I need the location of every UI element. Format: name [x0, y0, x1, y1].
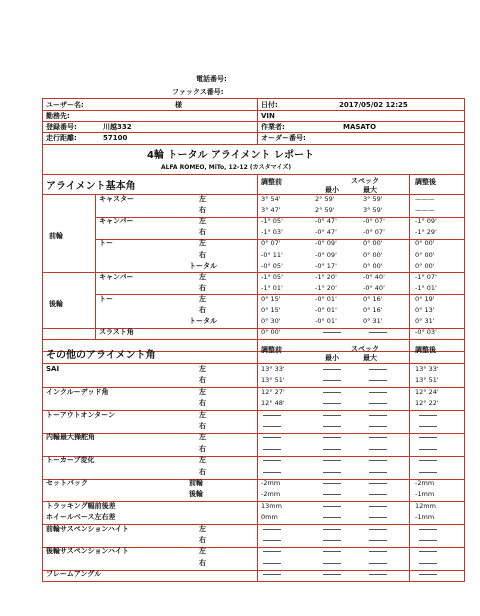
- basic-before: -1° 01': [261, 283, 283, 292]
- basic-side: トータル: [189, 317, 217, 326]
- empty-value-dash: [419, 563, 437, 564]
- empty-value-dash: [323, 426, 341, 427]
- rear-label: 後輪: [49, 300, 63, 308]
- basic-before: -0° 11': [261, 250, 283, 259]
- empty-value-dash: [263, 540, 281, 541]
- front-label: 前輪: [49, 232, 63, 240]
- basic-before: 0° 30': [261, 317, 281, 326]
- other-side: 右: [199, 376, 206, 385]
- other-item: トーアウトオンターン: [46, 410, 116, 419]
- other-item: ホイールベース左右差: [46, 513, 116, 522]
- other-item: SAI: [46, 365, 60, 373]
- row-divider: [43, 479, 464, 480]
- basic-before: 0° 07': [261, 239, 281, 248]
- empty-value-dash: [369, 563, 387, 564]
- basic-after: 0° 00': [415, 239, 435, 248]
- basic-before: 0° 15': [261, 294, 281, 303]
- report-subtitle: ALFA ROMEO, MiTo, 12-12 (カスタマイズ): [161, 164, 292, 171]
- phone-line: [196, 74, 227, 84]
- empty-value-dash: [369, 574, 387, 575]
- empty-value-dash: [323, 380, 341, 381]
- basic-min: 2° 59': [315, 195, 335, 203]
- empty-value-dash: [323, 332, 341, 333]
- basic-after: -1° 09': [415, 217, 437, 226]
- basic-min: -0° 01': [315, 306, 337, 314]
- other-item: 内輪最大操舵角: [46, 433, 95, 442]
- empty-value-dash: [369, 506, 387, 507]
- basic-min: -0° 47': [315, 228, 337, 237]
- other-side: 左: [199, 387, 206, 396]
- basic-side: 左: [199, 239, 206, 248]
- other-before: 13° 51': [261, 376, 285, 385]
- fax-line: [172, 87, 224, 97]
- empty-value-dash: [263, 472, 281, 473]
- empty-value-dash: [263, 551, 281, 552]
- empty-value-dash: [263, 529, 281, 530]
- empty-value-dash: [323, 415, 341, 416]
- basic-max: 0° 16': [363, 294, 383, 303]
- other-after: -2mm: [415, 479, 435, 487]
- basic-max: 3° 59': [363, 206, 383, 215]
- other-after: -1mm: [415, 490, 435, 499]
- office-label: 勤務先:: [46, 112, 70, 120]
- mileage-label: 走行距離:: [46, 134, 77, 142]
- other-item: インクルーデッド角: [46, 387, 109, 396]
- empty-value-dash: [323, 460, 341, 461]
- vin-label: VIN: [261, 112, 275, 120]
- row-divider: [43, 456, 464, 457]
- empty-value-dash: [369, 449, 387, 450]
- basic-after: 0° 00': [415, 261, 435, 270]
- other-side: 左: [199, 365, 206, 373]
- basic-min: -1° 20': [315, 272, 337, 281]
- other-side: 左: [199, 524, 206, 533]
- empty-value-dash: [419, 574, 437, 575]
- other-side: 後輪: [189, 490, 203, 499]
- row-divider: [43, 433, 464, 434]
- phone-label: 電話番号:: [196, 75, 227, 83]
- basic-max: -0° 40': [363, 283, 385, 292]
- basic-col-max: 最大: [363, 186, 377, 194]
- alignment-report-sheet: [42, 98, 465, 582]
- empty-value-dash: [369, 540, 387, 541]
- other-item: トラッキング幅前後差: [46, 501, 116, 510]
- empty-value-dash: [369, 529, 387, 530]
- other-after: 13° 51': [415, 376, 439, 385]
- other-side: 右: [199, 536, 206, 544]
- other-before: 12° 48': [261, 399, 285, 408]
- empty-value-dash: [419, 540, 437, 541]
- basic-item: キャスター: [99, 195, 134, 203]
- other-col-min: 最小: [325, 354, 339, 362]
- basic-side: 左: [199, 294, 206, 303]
- fax-label: ファックス番号:: [172, 88, 224, 96]
- basic-side: 右: [199, 250, 206, 259]
- basic-col-spec: スペック: [351, 177, 379, 185]
- operator-label: 作業者:: [261, 123, 285, 131]
- other-col-max: 最大: [363, 354, 377, 362]
- empty-value-dash: [323, 563, 341, 564]
- basic-side: 右: [199, 306, 206, 314]
- user-label: ユーザー名:: [46, 101, 84, 109]
- report-title: 4輪 トータル アライメント レポート: [147, 150, 315, 161]
- other-side: 右: [199, 444, 206, 453]
- empty-value-dash: [323, 392, 341, 393]
- empty-value-dash: [323, 437, 341, 438]
- other-before: 12° 27': [261, 387, 285, 396]
- basic-after: -0° 03': [415, 328, 437, 337]
- basic-after: ———: [415, 195, 435, 203]
- empty-value-dash: [263, 426, 281, 427]
- empty-value-dash: [323, 506, 341, 507]
- other-side: 左: [199, 410, 206, 419]
- basic-before: -1° 05': [261, 272, 283, 281]
- empty-value-dash: [369, 403, 387, 404]
- other-side: 左: [199, 433, 206, 442]
- basic-before: 0° 00': [261, 328, 281, 337]
- basic-before: -1° 05': [261, 217, 283, 226]
- basic-after: 0° 00': [415, 250, 435, 259]
- other-after: 13° 33': [415, 365, 439, 373]
- other-col-before: 調整前: [261, 346, 282, 354]
- basic-max: 0° 00': [363, 261, 383, 270]
- empty-value-dash: [369, 494, 387, 495]
- empty-value-dash: [323, 449, 341, 450]
- row-divider: [43, 339, 464, 340]
- basic-min: -0° 47': [315, 217, 337, 226]
- basic-min: -0° 09': [315, 239, 337, 248]
- other-after: -1mm: [415, 513, 435, 522]
- basic-side: 右: [199, 283, 206, 292]
- empty-value-dash: [323, 369, 341, 370]
- other-before: -2mm: [261, 490, 281, 499]
- date-label: 日付:: [261, 101, 278, 109]
- basic-before: 0° 15': [261, 306, 281, 314]
- row-divider: [43, 272, 95, 273]
- basic-after: -1° 07': [415, 272, 437, 281]
- other-side: 右: [199, 558, 206, 567]
- empty-value-dash: [419, 415, 437, 416]
- mileage-value: 57100: [103, 134, 128, 142]
- basic-after: 0° 13': [415, 306, 435, 314]
- other-col-spec: スペック: [351, 345, 379, 353]
- basic-side: 左: [199, 217, 206, 226]
- empty-value-dash: [419, 437, 437, 438]
- basic-side: 右: [199, 228, 206, 237]
- empty-value-dash: [323, 472, 341, 473]
- other-before: 13mm: [261, 501, 282, 510]
- basic-after: -1° 01': [415, 283, 437, 292]
- other-item: セットバック: [46, 479, 88, 487]
- basic-after: 0° 31': [415, 317, 435, 326]
- other-after: 12° 22': [415, 399, 439, 408]
- basic-max: 0° 16': [363, 306, 383, 314]
- basic-item: トー: [99, 239, 113, 248]
- basic-after: ———: [415, 206, 435, 215]
- empty-value-dash: [323, 403, 341, 404]
- reg-value: 川越332: [103, 123, 132, 131]
- reg-label: 登録番号:: [46, 123, 77, 131]
- basic-min: -0° 09': [315, 250, 337, 259]
- basic-max: -0° 07': [363, 228, 385, 237]
- empty-value-dash: [323, 483, 341, 484]
- order-label: オーダー番号:: [261, 134, 306, 142]
- basic-min: -1° 20': [315, 283, 337, 292]
- empty-value-dash: [323, 540, 341, 541]
- basic-max: -0° 40': [363, 272, 385, 281]
- other-item: フレームアングル: [46, 570, 102, 579]
- empty-value-dash: [419, 472, 437, 473]
- basic-max: 0° 00': [363, 250, 383, 259]
- basic-item: スラスト角: [99, 328, 134, 337]
- other-item: 前輪サスペンションハイト: [46, 524, 129, 533]
- empty-value-dash: [263, 460, 281, 461]
- basic-max: 0° 00': [363, 239, 383, 248]
- basic-min: -0° 01': [315, 317, 337, 326]
- other-item: 後輪サスペンションハイト: [46, 547, 129, 556]
- empty-value-dash: [263, 563, 281, 564]
- other-after: 12mm: [415, 501, 436, 510]
- other-heading: その他のアライメント角: [46, 350, 156, 361]
- basic-before: 3° 47': [261, 206, 281, 215]
- other-side: 右: [199, 399, 206, 408]
- basic-side: トータル: [189, 261, 217, 270]
- empty-value-dash: [263, 437, 281, 438]
- empty-value-dash: [369, 332, 387, 333]
- empty-value-dash: [369, 551, 387, 552]
- basic-side: 左: [199, 272, 206, 281]
- empty-value-dash: [419, 449, 437, 450]
- basic-max: -0° 07': [363, 217, 385, 226]
- other-col-after: 調整後: [415, 346, 436, 354]
- basic-col-min: 最小: [325, 186, 339, 194]
- empty-value-dash: [369, 415, 387, 416]
- basic-max: 0° 31': [363, 317, 383, 326]
- empty-value-dash: [369, 426, 387, 427]
- row-divider: [43, 328, 95, 329]
- empty-value-dash: [263, 449, 281, 450]
- basic-after: 0° 19': [415, 294, 435, 303]
- basic-before: -0° 05': [261, 261, 283, 270]
- basic-min: -0° 01': [315, 294, 337, 303]
- basic-min: 2° 59': [315, 206, 335, 215]
- other-side: 左: [199, 547, 206, 556]
- other-before: 13° 33': [261, 365, 285, 373]
- other-side: 右: [199, 467, 206, 476]
- empty-value-dash: [263, 415, 281, 416]
- empty-value-dash: [369, 369, 387, 370]
- empty-value-dash: [369, 392, 387, 393]
- basic-after: -1° 29': [415, 228, 437, 237]
- empty-value-dash: [419, 529, 437, 530]
- basic-col-after: 調整後: [415, 178, 436, 186]
- basic-item: キャンバー: [99, 217, 134, 226]
- empty-value-dash: [369, 472, 387, 473]
- other-after: 12° 24': [415, 387, 439, 396]
- other-side: 左: [199, 456, 206, 465]
- empty-value-dash: [369, 483, 387, 484]
- basic-side: 右: [199, 206, 206, 215]
- basic-item: キャンバー: [99, 272, 134, 281]
- empty-value-dash: [323, 494, 341, 495]
- empty-value-dash: [369, 380, 387, 381]
- empty-value-dash: [369, 517, 387, 518]
- empty-value-dash: [369, 460, 387, 461]
- row-divider: [43, 570, 464, 571]
- other-side: 右: [199, 422, 206, 430]
- operator-value: MASATO: [343, 123, 377, 131]
- empty-value-dash: [263, 574, 281, 575]
- basic-before: -1° 03': [261, 228, 283, 237]
- empty-value-dash: [419, 460, 437, 461]
- empty-value-dash: [323, 574, 341, 575]
- row-divider: [43, 581, 464, 582]
- other-before: 0mm: [261, 513, 278, 522]
- user-value: 様: [175, 101, 182, 109]
- basic-max: 3° 59': [363, 195, 383, 203]
- other-before: -2mm: [261, 479, 281, 487]
- empty-value-dash: [323, 551, 341, 552]
- empty-value-dash: [369, 437, 387, 438]
- empty-value-dash: [419, 426, 437, 427]
- date-value: 2017/05/02 12:25: [339, 101, 408, 109]
- empty-value-dash: [323, 529, 341, 530]
- empty-value-dash: [419, 551, 437, 552]
- basic-heading: アライメント基本角: [46, 181, 136, 192]
- basic-before: 3° 54': [261, 195, 281, 203]
- basic-min: -0° 17': [315, 261, 337, 270]
- other-side: 前輪: [189, 479, 203, 487]
- basic-side: 左: [199, 195, 206, 203]
- basic-col-before: 調整前: [261, 178, 282, 186]
- empty-value-dash: [323, 517, 341, 518]
- other-item: トーカーブ変化: [46, 456, 95, 465]
- basic-item: トー: [99, 294, 113, 303]
